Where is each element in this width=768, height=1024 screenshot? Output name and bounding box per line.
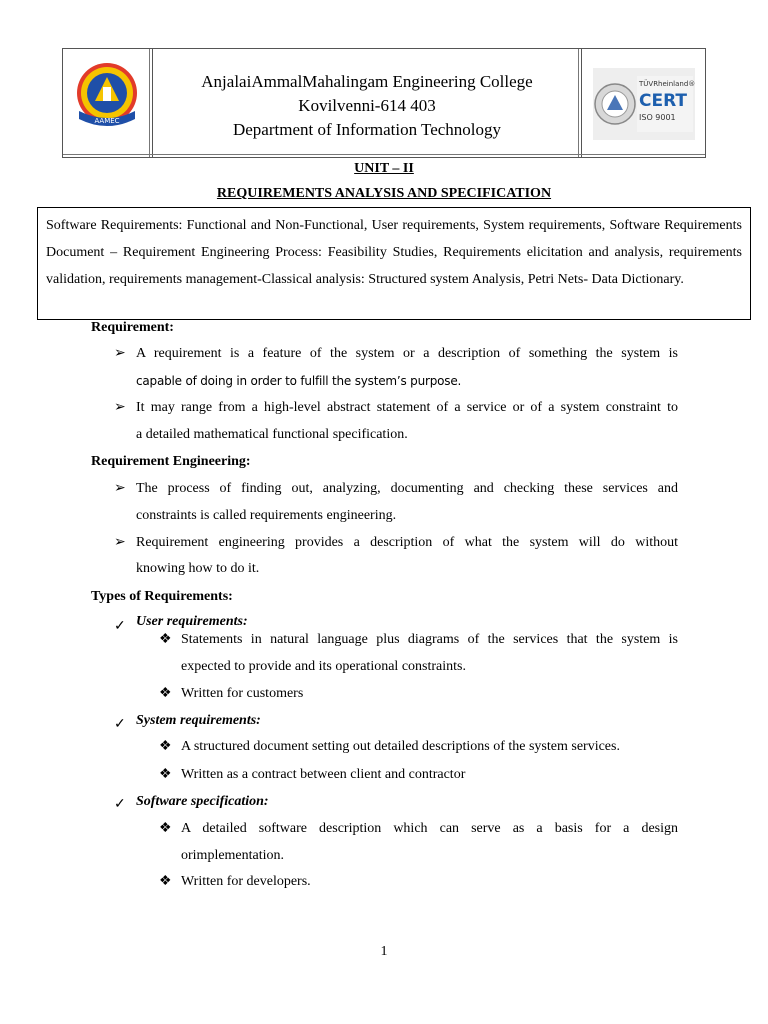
college-address: Kovilvenni-614 403 bbox=[298, 96, 436, 115]
college-name: AnjalaiAmmalMahalingam Engineering College bbox=[201, 72, 533, 91]
arrow-bullet-icon: ➢ bbox=[114, 400, 126, 415]
page-number: 1 bbox=[380, 944, 388, 959]
check-bullet-icon: ✓ bbox=[114, 619, 126, 634]
syllabus-box: Software Requirements: Functional and Non-Functional, User requirements, System requirements, Software Requirements Document – Requirement Engineering Process: Feasibility Studies, Requirements elicitation and analysis, requirements validation, requirements management-Classical analysis: Structured system Analysis, Petri Nets- Data Dictionary. bbox=[37, 207, 751, 320]
software-specification-title: Software specification: bbox=[136, 794, 269, 809]
svg-text:TÜVRheinland®: TÜVRheinland® bbox=[639, 80, 695, 88]
diamond-bullet-icon: ❖ bbox=[159, 632, 172, 647]
types-heading: Types of Requirements: bbox=[91, 589, 233, 604]
user-requirements-title: User requirements: bbox=[136, 614, 248, 629]
college-logo bbox=[69, 59, 145, 135]
unit-title: REQUIREMENTS ANALYSIS AND SPECIFICATION bbox=[216, 186, 552, 201]
svg-text:ISO 9001: ISO 9001 bbox=[639, 113, 676, 122]
svg-text:CERT: CERT bbox=[639, 91, 688, 111]
arrow-bullet-icon: ➢ bbox=[114, 346, 126, 361]
arrow-bullet-icon: ➢ bbox=[114, 535, 126, 550]
college-logo-cell bbox=[63, 49, 153, 157]
arrow-bullet-icon: ➢ bbox=[114, 481, 126, 496]
system-requirements-title: System requirements: bbox=[136, 713, 261, 728]
department-name: Department of Information Technology bbox=[232, 120, 502, 139]
unit-heading: UNIT – II bbox=[354, 161, 414, 176]
check-bullet-icon: ✓ bbox=[114, 797, 126, 812]
certification-cell bbox=[582, 49, 705, 157]
requirement-heading: Requirement: bbox=[91, 320, 174, 335]
diamond-bullet-icon: ❖ bbox=[159, 686, 172, 701]
check-bullet-icon: ✓ bbox=[114, 717, 126, 732]
requirement-engineering-heading: Requirement Engineering: bbox=[91, 454, 251, 469]
header-table bbox=[62, 48, 706, 158]
diamond-bullet-icon: ❖ bbox=[159, 767, 172, 782]
college-title-cell bbox=[153, 49, 582, 157]
diamond-bullet-icon: ❖ bbox=[159, 874, 172, 889]
diamond-bullet-icon: ❖ bbox=[159, 739, 172, 754]
iso-certification-logo bbox=[593, 68, 695, 140]
diamond-bullet-icon: ❖ bbox=[159, 821, 172, 836]
svg-text:AAMEC: AAMEC bbox=[94, 117, 120, 125]
